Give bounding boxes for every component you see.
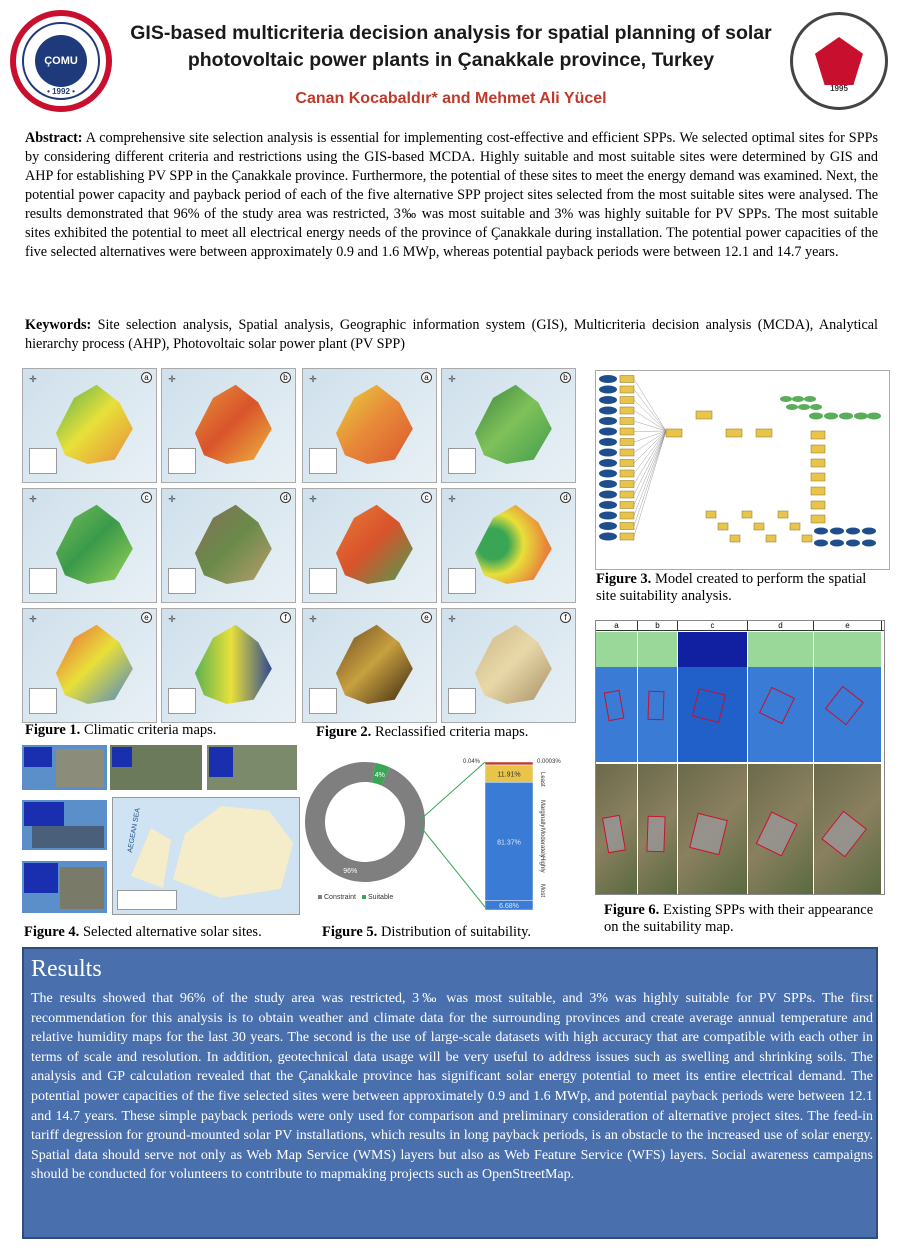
keywords [25,316,878,354]
panel-letter: b [280,372,291,383]
map-legend [29,688,57,714]
output-node [839,413,853,420]
column-header-b: b [638,621,678,631]
authors: Canan Kocabaldır* and Mehmet Ali Yücel [295,90,607,107]
connector-line [634,411,666,432]
spp-boundary [692,688,726,722]
process-node [620,523,634,530]
north-arrow-icon: ✛ [309,375,317,385]
figure-1-map-panel-f [161,608,296,723]
abstract [25,129,878,262]
figure-3-model-diagram [595,370,890,570]
university-logo-left [10,10,112,112]
suitability-patch [814,632,881,667]
output-node [804,396,816,402]
process-node [811,501,825,509]
output-node [854,413,868,420]
input-data-node [599,512,617,520]
process-node [754,523,764,530]
connector-line [634,431,666,432]
process-node [620,512,634,519]
map-legend [309,568,337,594]
map-legend [309,448,337,474]
input-data-node [814,528,828,535]
process-node [620,533,634,540]
input-data-node [599,417,617,425]
logo-year: 1995 [830,84,848,93]
process-node [811,515,825,523]
caption-text: Model created to perform the spatial site suitability analysis. [596,571,867,604]
figure-1-map-panel-d [161,488,296,603]
keywords-label: Keywords: [25,317,92,333]
process-node [666,429,682,437]
donut-slice-constraint [305,762,425,882]
figure-5-chart [300,742,590,920]
process-node [811,431,825,439]
satellite-image-a [596,764,638,894]
process-node [620,470,634,477]
bar-segment-most [485,762,533,765]
figure-2-map-panel-b [441,368,576,483]
legend-label: Constraint [324,894,356,901]
caption-label: Figure 6. [604,902,660,918]
figure-4-caption [24,924,262,941]
suitability-chart-svg [300,742,590,920]
panel-letter: b [560,372,571,383]
process-node [811,473,825,481]
keywords-text: Site selection analysis, Spatial analysis, Geographic information system (GIS), Multicriteria decision analysis (MCDA), Analytical hierarchy process (AHP), Photovoltaic solar power plant (PV SPP) [25,317,878,352]
process-node [726,429,742,437]
legend-label: Suitable [368,894,394,901]
output-node [809,413,823,420]
process-node [620,418,634,425]
figure-4-panel [22,745,302,917]
output-node [792,396,804,402]
spp-boundary [646,816,665,853]
sea-label: AEGEAN SEA [127,807,142,854]
input-data-node [599,428,617,436]
process-node [718,523,728,530]
figure-2-map-panel-f [441,608,576,723]
panel-letter: d [280,492,291,503]
panel-letter: f [560,612,571,623]
map-legend [117,890,177,910]
panel-letter: d [560,492,571,503]
connector-line [634,431,666,505]
north-arrow-icon: ✛ [448,615,456,625]
suitability-map-d [748,632,814,762]
panel-letter: c [421,492,432,503]
spp-boundary [602,815,626,854]
satellite-image-e [814,764,882,894]
north-arrow-icon: ✛ [448,375,456,385]
spp-boundary [689,813,728,856]
faculty-logo-right [790,12,888,110]
north-arrow-icon: ✛ [29,495,37,505]
figure-2-map-panel-c [302,488,437,603]
north-arrow-icon: ✛ [168,615,176,625]
spp-boundary [647,690,664,719]
map-legend [29,568,57,594]
bar-top-label: 0.0003% [537,759,561,765]
figure-2-map-panel-e [302,608,437,723]
process-node [696,411,712,419]
spp-boundary [756,811,798,857]
north-arrow-icon: ✛ [29,375,37,385]
input-data-node [599,470,617,478]
suitability-map-b [638,632,678,762]
figure-1-map-panel-a [22,368,157,483]
logo-emblem [815,37,863,85]
process-node [766,535,776,542]
input-data-node [599,501,617,509]
north-arrow-icon: ✛ [168,375,176,385]
input-data-node [599,386,617,394]
legend-swatch-constraint [318,895,322,899]
province-shape [173,806,293,898]
output-node [798,404,810,410]
donut-label: 96% [343,867,358,875]
spp-boundary [604,689,625,720]
input-data-node [599,449,617,457]
satellite-image-d [748,764,814,894]
panel-letter: e [421,612,432,623]
north-arrow-icon: ✛ [309,495,317,505]
spp-boundary [759,686,795,723]
process-node [706,511,716,518]
caption-label: Figure 3. [596,571,652,587]
connector-line [634,390,666,432]
vertical-legend-label: Marginally [539,800,545,828]
suitability-patch [748,632,813,667]
abstract-text: A comprehensive site selection analysis is essential for implementing cost-effective and efficient SPPs. We selected optimal sites for SPPs by considering different criteria and restrictions using the GIS-based MCDA. Highly suitable and most suitable sites were determined by GIS and AHP for establishing PV SPP in the Çanakkale province. Furthermore, the potential of these sites to meet the energy demand was examined. Next, the potential power capacity and payback period of each of the five alternative SPP project sites selected from the most suitable sites were analysed. The results demonstrated that 96% of the study area was restricted, 3‰ was most suitable and 3% was highly suitable for PV SPPs. The most suitable sites exhibited the potential to meet all electrical energy needs of the province of Çanakkale during installation. The potential power capacities of the five selected alternatives were between approximately 0.9 and 1.6 MWp, whereas potential payback periods were between 12.1 and 14.7 years. [25,130,878,260]
figure-6-panel [595,620,885,895]
connector-line [420,762,485,820]
figure-1-map-panel-e [22,608,157,723]
caption-text: Reclassified criteria maps. [371,724,529,740]
suitability-patch [638,632,677,667]
panel-letter: a [141,372,152,383]
column-header-e: e [814,621,882,631]
figure-3-caption [596,571,886,605]
legend-swatch-suitable [362,895,366,899]
process-node [802,535,812,542]
caption-label: Figure 2. [316,724,372,740]
process-node [620,449,634,456]
site-thumbnail-3 [22,861,107,913]
column-header-a: a [596,621,638,631]
input-data-node [599,375,617,383]
connector-line [420,826,485,907]
bar-label: 11.91% [497,771,521,779]
output-node [786,404,798,410]
process-node [742,511,752,518]
map-legend [448,448,476,474]
output-node [810,404,822,410]
vertical-legend-label: Most [539,884,545,898]
bar-label: 6.68% [499,903,519,911]
bar-label-top: 0.04% [463,759,481,765]
output-node [824,413,838,420]
process-node [811,487,825,495]
province-map [112,797,300,915]
map-legend [448,568,476,594]
input-data-node [599,522,617,530]
peninsula-shape [131,828,171,888]
output-node [780,396,792,402]
output-node [867,413,881,420]
process-node [756,429,772,437]
figure-2-map-panel-d [441,488,576,603]
satellite-image-c [678,764,748,894]
map-legend [168,568,196,594]
caption-text: Climatic criteria maps. [80,722,217,738]
column-header-d: d [748,621,814,631]
input-data-node [830,528,844,535]
connector-line [634,379,666,431]
process-node [730,535,740,542]
suitability-map-a [596,632,638,762]
map-legend [168,448,196,474]
connector-line [634,421,666,431]
input-data-node [814,540,828,547]
panel-letter: e [141,612,152,623]
site-thumbnail-2 [22,800,107,850]
panel-letter: a [421,372,432,383]
process-node [790,523,800,530]
model-diagram-svg [596,371,889,569]
satellite-image-b [638,764,678,894]
figure-1-map-panel-c [22,488,157,603]
suitability-patch [678,632,747,667]
figure-6-header [596,621,884,631]
input-data-node [862,540,876,547]
poster-title [112,20,790,74]
caption-text: Distribution of suitability. [377,924,532,940]
panel-letter: f [280,612,291,623]
results-heading: Results [31,956,102,982]
spp-boundary [825,685,864,724]
vertical-legend-label: Least [539,772,545,787]
spp-boundary [821,811,867,858]
north-arrow-icon: ✛ [168,495,176,505]
north-arrow-icon: ✛ [448,495,456,505]
process-node [620,439,634,446]
caption-text: Existing SPPs with their appearance on the suitability map. [604,902,874,935]
logo-text: ÇOMU [44,55,78,67]
input-data-node [599,438,617,446]
caption-label: Figure 1. [25,722,81,738]
suitability-patch [596,632,637,667]
process-node [620,428,634,435]
process-node [620,460,634,467]
bar-label: 81.37% [497,839,521,847]
connector-line [634,431,666,516]
figure-2-map-panel-a [302,368,437,483]
site-thumbnail-5 [207,745,297,790]
figure-1-caption [25,722,216,739]
input-data-node [599,396,617,404]
caption-label: Figure 5. [322,924,378,940]
abstract-label: Abstract: [25,130,83,146]
input-data-node [862,528,876,535]
figure-1-map-panel-b [161,368,296,483]
figure-5-caption [322,924,531,941]
vertical-legend-label: Highly [539,856,545,873]
caption-label: Figure 4. [24,924,80,940]
map-legend [168,688,196,714]
map-legend [29,448,57,474]
process-node [620,407,634,414]
map-legend [448,688,476,714]
suitability-map-c [678,632,748,762]
input-data-node [830,540,844,547]
donut-label: 4% [374,772,385,780]
figure-2-caption [316,724,528,741]
logo-year: • 1992 • [47,87,75,96]
process-node [620,376,634,383]
caption-text: Selected alternative solar sites. [79,924,262,940]
vertical-legend-label: Moderately [539,828,545,858]
site-thumbnail-1 [22,745,107,790]
input-data-node [599,459,617,467]
title-line-2: photovoltaic power plants in Çanakkale province, Turkey [187,49,715,71]
connector-line [634,431,666,474]
results-section [22,947,878,1239]
north-arrow-icon: ✛ [309,615,317,625]
process-node [620,397,634,404]
suitability-map-e [814,632,882,762]
process-node [811,445,825,453]
figure-6-caption [604,902,886,936]
connector-line [634,431,666,526]
process-node [620,502,634,509]
input-data-node [599,491,617,499]
connector-line [634,431,666,484]
process-node [620,386,634,393]
process-node [811,459,825,467]
column-header-c: c [678,621,748,631]
results-text: The results showed that 96% of the study area was restricted, 3‰ was most suitable, and 3% was highly suitable for PV SPPs. The first recommendation for this analysis is to obtain weather and climate data for the surrounding provinces and create average annual temperature and relative humidity maps for the last 30 years. The second is the use of large-scale datasets with high accuracy that are compatible with each other in terms of scale and resolution. In addition, geotechnical data usage will be very useful to address issues such as swelling and shrinking soils. The analysis and GP calculation revealed that the Çanakkale province has significant solar energy potential to meet its entire electrical demand. The potential power capacities of the five selected sites were between approximately 0.9 and 1.6 MWp, and potential payback periods were between 12.1 and 14.7 years. These simple payback periods were only used for comparison and preliminary consideration of alternative project sites. The feed-in tariff degression for ground-mounted solar PV installations, which results in long payback periods, is an obstacle to the increased use of solar energy. Spatial data should serve not only as Web Map Service (WMS) layers but also as Web Feature Service (WFS) layers. Social awareness campaigns should be conducted for volunteers to contribute to mapmaking projects such as OpenStreetMap. [31,991,873,1183]
title-line-1: GIS-based multicriteria decision analysis for spatial planning of solar [130,22,772,44]
process-node [620,491,634,498]
map-legend [309,688,337,714]
site-thumbnail-4 [110,745,202,790]
input-data-node [599,407,617,415]
process-node [778,511,788,518]
input-data-node [599,480,617,488]
input-data-node [599,533,617,541]
north-arrow-icon: ✛ [29,615,37,625]
input-data-node [846,540,860,547]
input-data-node [846,528,860,535]
panel-letter: c [141,492,152,503]
process-node [620,481,634,488]
